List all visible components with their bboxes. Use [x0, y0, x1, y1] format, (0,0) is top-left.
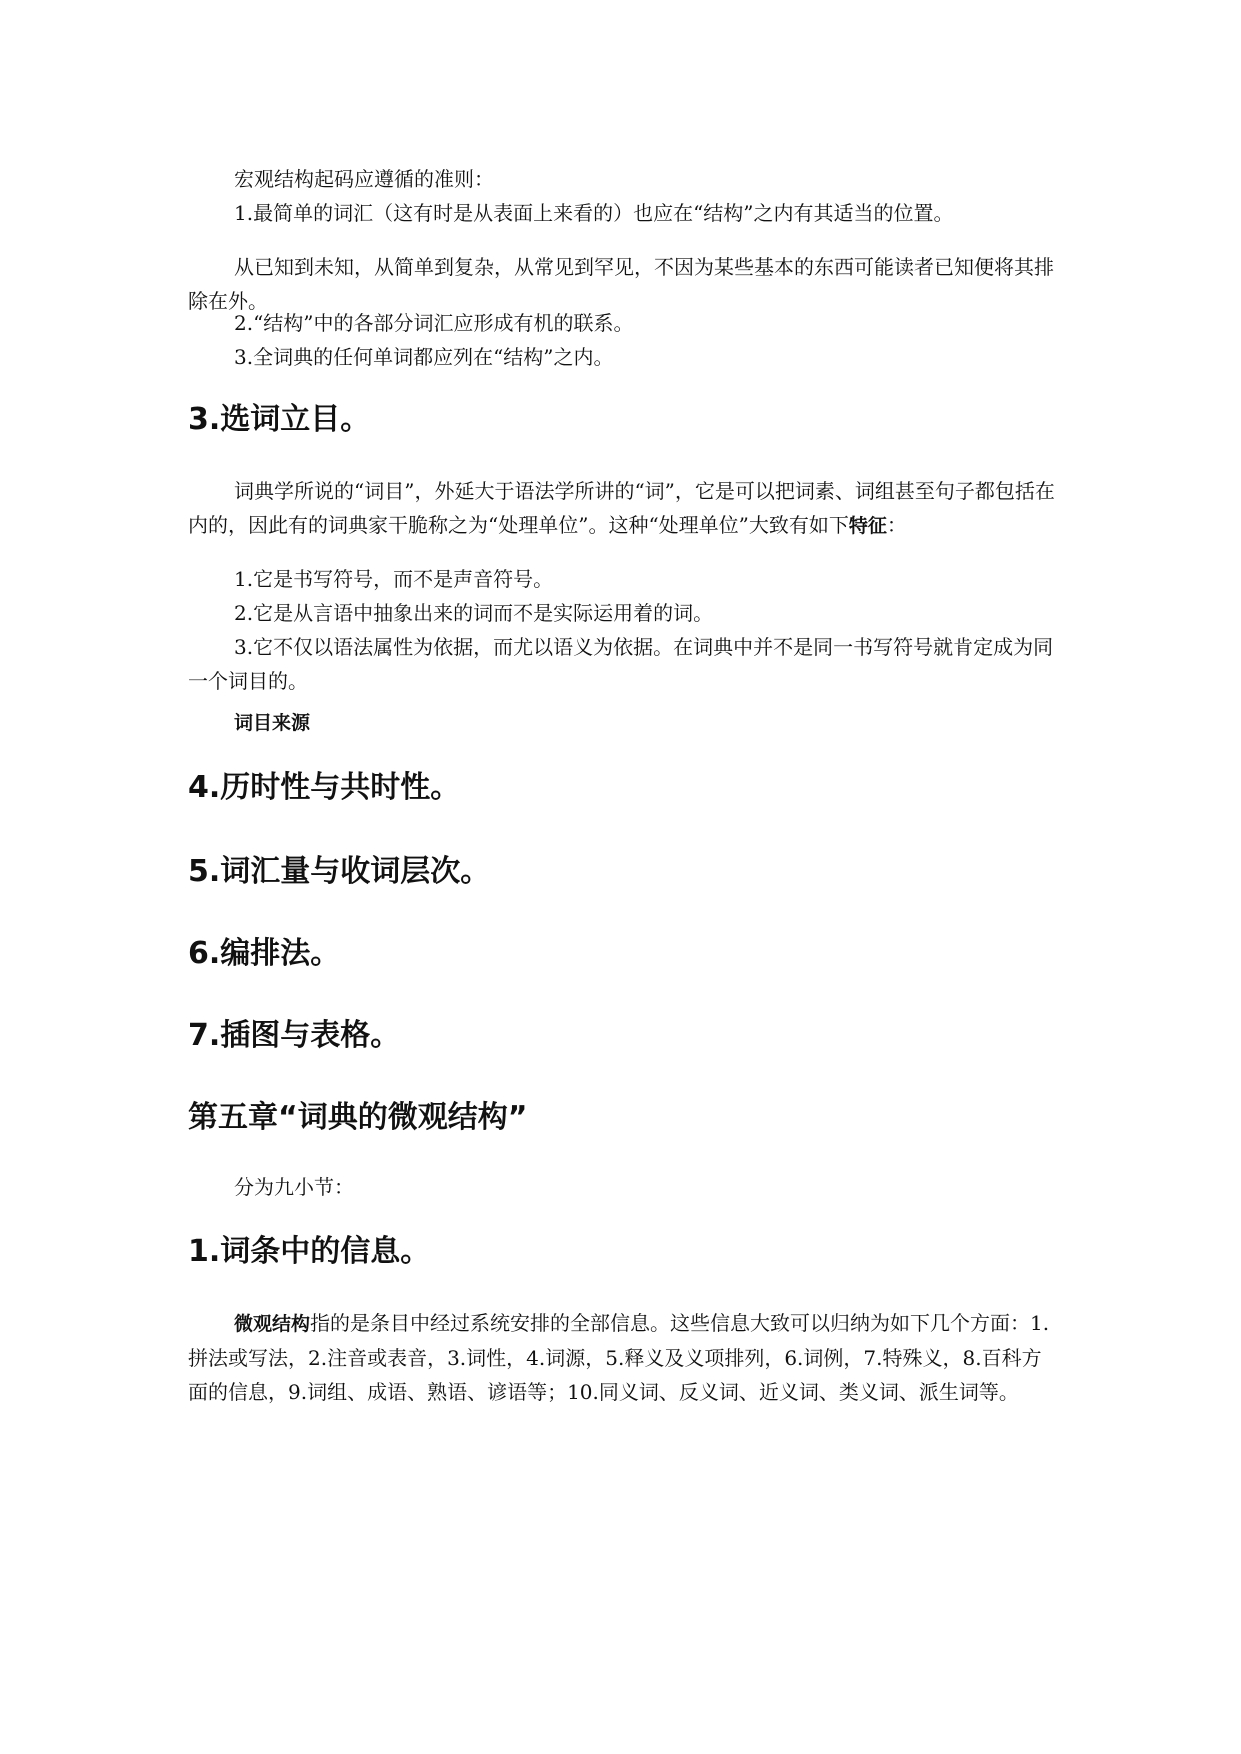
features-term: 特征	[848, 515, 887, 537]
entry-definition-text: 词典学所说的“词目”，外延大于语法学所讲的“词”，它是可以把词素、词组甚至句子都包括在内的，因此有的词典家干脆称之为“处理单位”。这种“处理单位”大致有如下	[188, 479, 1055, 537]
heading-section-6: 6.编排法。	[188, 936, 341, 971]
heading-section-5: 5.词汇量与收词层次。	[188, 854, 491, 889]
heading-section-7: 7.插图与表格。	[188, 1018, 401, 1053]
subheading-entry-source: 词目来源	[234, 712, 311, 734]
micro-structure-term: 微观结构	[234, 1313, 311, 1335]
paragraph-criterion-3: 3.全词典的任何单词都应列在“结构”之内。	[234, 345, 614, 369]
paragraph-criteria-intro: 宏观结构起码应遵循的准则：	[234, 167, 494, 191]
paragraph-feature-3: 3.它不仅以语法属性为依据，而尤以语义为依据。在词典中并不是同一书写符号就肯定成为同一个词目的。	[188, 635, 1054, 693]
micro-structure-text: 指的是条目中经过系统安排的全部信息。这些信息大致可以归纳为如下几个方面：1.拼法或写法，2.注音或表音，3.词性，4.词源，5.释义及义项排列，6.词例，7.特殊义，8.百科方面的信息，9.词组、成语、熟语、谚语等；10.同义词、反义词、近义词、类义词、派生词等。	[188, 1311, 1050, 1404]
heading-chapter-5: 第五章“词典的微观结构”	[188, 1100, 528, 1135]
paragraph-criterion-2: 2.“结构”中的各部分词汇应形成有机的联系。	[234, 311, 634, 335]
heading-subsection-1: 1.词条中的信息。	[188, 1234, 431, 1269]
paragraph-criterion-1: 1.最简单的词汇（这有时是从表面上来看的）也应在“结构”之内有其适当的位置。	[234, 201, 954, 225]
paragraph-known-to-unknown: 从已知到未知，从简单到复杂，从常见到罕见，不因为某些基本的东西可能读者已知便将其排除在外。	[188, 255, 1054, 313]
paragraph-micro-structure	[188, 1306, 1058, 1409]
paragraph-entry-definition	[188, 474, 1058, 543]
paragraph-feature-1: 1.它是书写符号，而不是声音符号。	[234, 567, 554, 591]
entry-definition-tail: ：	[886, 513, 907, 537]
paragraph-feature-2: 2.它是从言语中抽象出来的词而不是实际运用着的词。	[234, 601, 714, 625]
paragraph-nine-sections: 分为九小节：	[234, 1175, 354, 1199]
heading-section-4: 4.历时性与共时性。	[188, 770, 461, 805]
heading-section-3: 3.选词立目。	[188, 402, 371, 437]
